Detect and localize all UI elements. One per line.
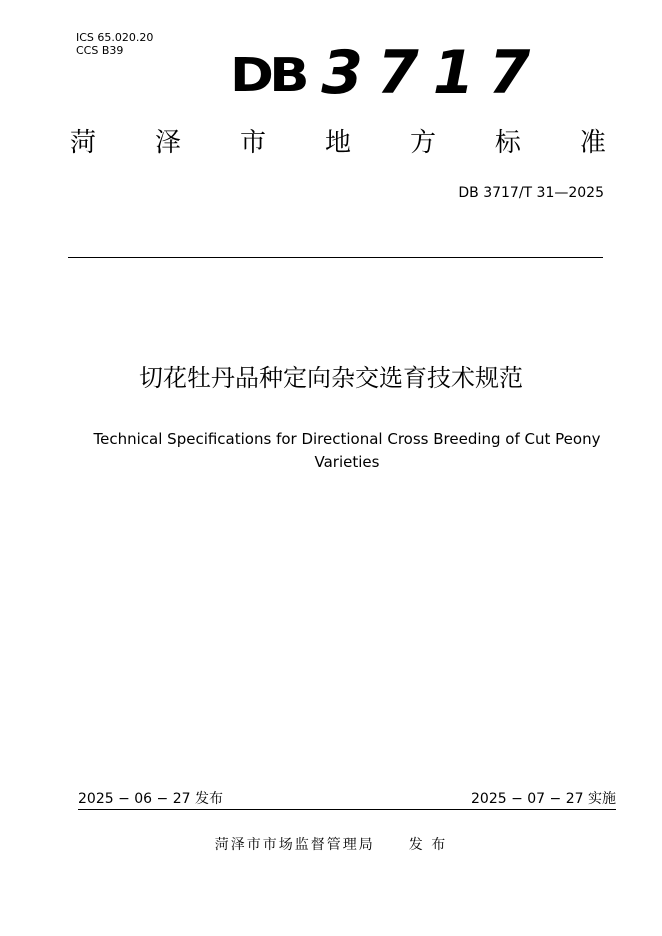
- top-divider: [68, 257, 603, 258]
- publisher-line: [0, 836, 662, 854]
- publisher-action: 发 布: [408, 837, 448, 853]
- standard-title-char: 市: [239, 128, 266, 158]
- chinese-title: 切花牡丹品种定向杂交选育技术规范: [139, 364, 523, 392]
- implementation-date: 2025 − 07 − 27 实施: [471, 791, 616, 807]
- db-letters: DB: [230, 48, 306, 102]
- publisher-org: 菏泽市市场监督管理局: [214, 837, 375, 853]
- db-number: 3717: [321, 38, 545, 108]
- standard-title-char: 菏: [70, 128, 97, 158]
- standard-title-char: 准: [579, 128, 606, 158]
- db-logo: [230, 38, 545, 108]
- standard-title-char: 方: [409, 128, 436, 158]
- ccs-code: CCS B39: [76, 44, 124, 57]
- ics-code: ICS 65.020.20: [76, 31, 154, 44]
- standard-code: DB 3717/T 31—2025: [458, 185, 604, 201]
- standard-title-char: 标: [494, 128, 521, 158]
- issue-date: 2025 − 06 − 27 发布: [78, 791, 223, 807]
- english-title: Technical Specifications for Directional Cross Breeding of Cut Peony Varieties: [93, 430, 601, 471]
- bottom-divider: [78, 809, 616, 810]
- standard-title-char: 地: [324, 128, 351, 158]
- standard-title-char: 泽: [154, 128, 181, 158]
- standard-type-title: [70, 126, 606, 160]
